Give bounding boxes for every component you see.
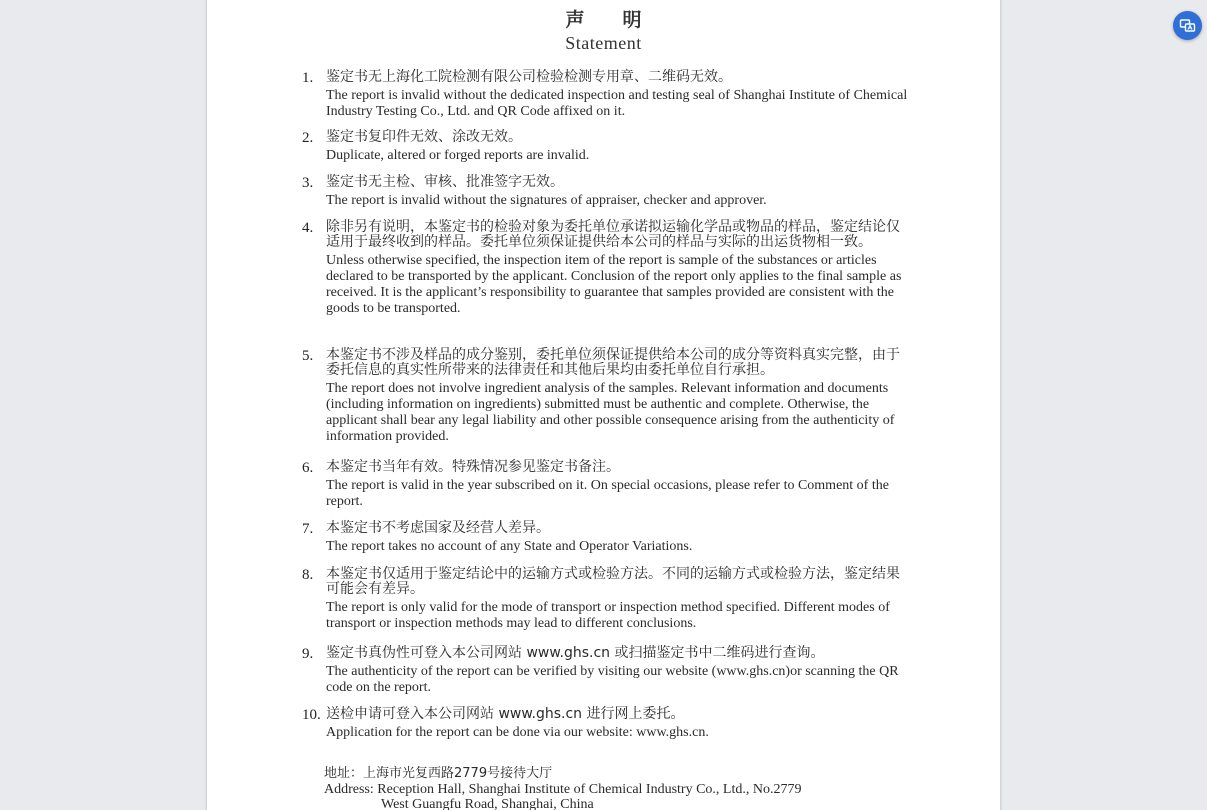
statement-item-7 <box>302 521 912 555</box>
item-text-english: Unless otherwise specified, the inspection item of the report is sample of the substances or articles declared to be transported by the applicant. Conclusion of the report only applies to the final sample as received. It is the applicant’s responsibility to guarantee that samples provided are consistent with the goods to be transported. <box>326 253 902 316</box>
item-text-chinese: 本鉴定书仅适用于鉴定结论中的运输方式或检验方法。不同的运输方式或检验方法，鉴定结果可能会有差异。 <box>326 566 900 597</box>
item-text-english: Duplicate, altered or forged reports are invalid. <box>326 148 590 163</box>
address-english-line2: West Guangfu Road, Shanghai, China <box>381 797 594 810</box>
item-number: 4. <box>302 220 314 236</box>
statement-item-9 <box>302 646 912 696</box>
statement-item-5 <box>302 348 912 445</box>
item-text-chinese: 鉴定书无主检、审核、批准签字无效。 <box>326 174 564 190</box>
item-text-english: The report is valid in the year subscribed on it. On special occasions, please refer to Comment of the report. <box>326 478 889 509</box>
address-chinese: 地址：上海市光复西路2779号接待大厅 <box>324 766 553 781</box>
item-text-chinese: 鉴定书复印件无效、涂改无效。 <box>326 129 522 145</box>
title-chinese: 声明 <box>565 9 680 31</box>
item-text-english: The authenticity of the report can be verified by visiting our website (www.ghs.cn)or scanning the QR code on the report. <box>326 664 899 695</box>
item-text-english: Application for the report can be done via our website: www.ghs.cn. <box>326 725 709 740</box>
item-text-chinese: 送检申请可登入本公司网站 www.ghs.cn 进行网上委托。 <box>326 706 685 722</box>
item-text-chinese: 鉴定书无上海化工院检测有限公司检验检测专用章、二维码无效。 <box>326 69 732 85</box>
item-number: 9. <box>302 646 314 662</box>
translate-screen-button[interactable] <box>1173 11 1202 40</box>
statement-item-8 <box>302 567 912 632</box>
statement-item-10 <box>302 707 912 741</box>
statement-item-3 <box>302 175 912 209</box>
item-text-chinese: 除非另有说明，本鉴定书的检验对象为委托单位承诺拟运输化学品或物品的样品，鉴定结论仅适用于最终收到的样品。委托单位须保证提供给本公司的样品与实际的出运货物相一致。 <box>326 219 900 250</box>
item-number: 6. <box>302 460 314 476</box>
item-number: 1. <box>302 70 314 86</box>
translate-screen-icon <box>1179 17 1196 34</box>
address-english-line1: Address: Reception Hall, Shanghai Institute of Chemical Industry Co., Ltd., No.2779 <box>324 782 802 797</box>
item-number: 7. <box>302 521 314 537</box>
item-number: 8. <box>302 567 314 583</box>
item-number: 3. <box>302 175 314 191</box>
item-text-english: The report does not involve ingredient analysis of the samples. Relevant information and documents (including information on ingredients) submitted must be authentic and complete. Otherwise, the applicant shall bear any legal liability and other possible consequence arising from the authenticity of information provided. <box>326 381 895 444</box>
statement-item-1 <box>302 70 912 120</box>
item-number: 2. <box>302 130 314 146</box>
item-text-chinese: 本鉴定书不涉及样品的成分鉴别，委托单位须保证提供给本公司的成分等资料真实完整，由于委托信息的真实性所带来的法律责任和其他后果均由委托单位自行承担。 <box>326 347 900 378</box>
item-text-chinese: 鉴定书真伪性可登入本公司网站 www.ghs.cn 或扫描鉴定书中二维码进行查询。 <box>326 645 825 661</box>
item-number: 5. <box>302 348 314 364</box>
statement-item-2 <box>302 130 912 164</box>
item-text-chinese: 本鉴定书不考虑国家及经营人差异。 <box>326 520 550 536</box>
item-text-chinese: 本鉴定书当年有效。特殊情况参见鉴定书备注。 <box>326 459 620 475</box>
item-number: 10. <box>302 707 321 723</box>
item-text-english: The report is invalid without the dedicated inspection and testing seal of Shanghai Institute of Chemical Industry Testing Co., Ltd. and QR Code affixed on it. <box>326 88 908 119</box>
item-text-english: The report is invalid without the signatures of appraiser, checker and approver. <box>326 193 767 208</box>
item-text-english: The report takes no account of any State and Operator Variations. <box>326 539 693 554</box>
address-english <box>324 782 884 810</box>
statement-item-4 <box>302 220 912 317</box>
document-page <box>207 0 1000 810</box>
item-text-english: The report is only valid for the mode of transport or inspection method specified. Different modes of transport or inspection methods may lead to different conclusions. <box>326 600 890 631</box>
title-english: Statement <box>565 33 642 53</box>
statement-item-6 <box>302 460 912 510</box>
